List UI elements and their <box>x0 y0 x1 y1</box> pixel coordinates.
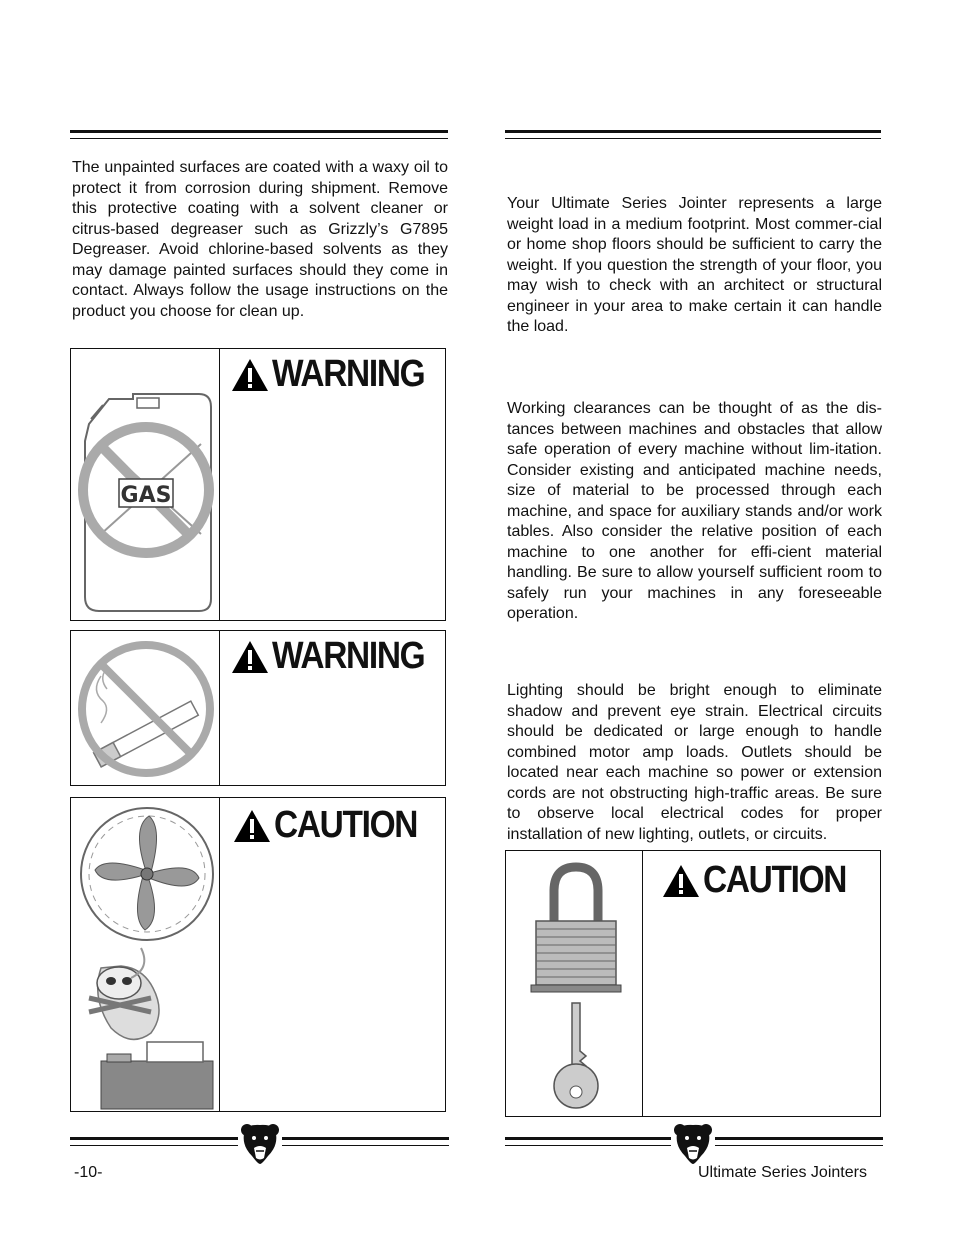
page-number: -10- <box>74 1164 103 1181</box>
fan-fumes-image <box>71 798 220 1111</box>
left-footer-rule-right-thin <box>282 1145 449 1146</box>
lock-key-image <box>506 851 643 1116</box>
warning-signal-1 <box>230 353 445 396</box>
left-footer-rule-right <box>282 1137 449 1140</box>
gas-warning-box <box>70 348 446 621</box>
bear-logo-icon <box>240 1122 280 1166</box>
warning-triangle-icon <box>230 639 270 675</box>
padlock-and-key-icon <box>506 851 641 1115</box>
no-smoking-image <box>71 631 220 785</box>
warning-word-1: WARNING <box>272 353 425 395</box>
warning-word-2: WARNING <box>272 635 425 677</box>
right-footer-rule-right <box>715 1137 883 1140</box>
ventilation-caution-box <box>70 797 446 1112</box>
no-smoking-icon <box>71 631 218 783</box>
caution-word-2: CAUTION <box>703 859 847 901</box>
caution-signal-2 <box>661 859 866 902</box>
left-header-rule <box>70 130 448 133</box>
lighting-outlets-paragraph: Lighting should be bright enough to eliminate shadow and prevent eye strain. Electrical circuits should be dedicated or large enough to handle combined motor amp loads. Outlets should be located near each machine so power or extension cords are not obstructing high-traffic areas. Be sure to observe local electrical codes for proper installation of new lighting, outlets, or circuits. <box>507 682 882 843</box>
gas-label: GAS <box>120 483 172 508</box>
caution-triangle-icon <box>661 863 701 899</box>
caution-word-1: CAUTION <box>274 804 418 846</box>
warning-triangle-icon <box>230 357 270 393</box>
right-header-rule <box>505 130 881 133</box>
right-footer-rule-right-thin <box>715 1145 883 1146</box>
smoking-warning-box <box>70 630 446 786</box>
bear-logo-icon <box>673 1122 713 1166</box>
lock-caution-box <box>505 850 881 1117</box>
working-clearances-paragraph: Working clearances can be thought of as the dis-tances between machines and obstacles that allow safe operation of every machine without lim-itation. Consider existing and anticipated machine needs, size of material to be processed through each machine, and space for auxiliary stands and/or work tables. Also consider the relative position of each machine to one another for effi-cient material handling. Be sure to allow yourself sufficient room to safely run your machines in any foreseeable operation. <box>507 400 882 622</box>
floor-load-paragraph: Your Ultimate Series Jointer represents a large weight load in a medium footprint. Most commer-cial or home shop floors should be sufficient to carry the weight. If you question the strength of your floor, you may wish to check with an architect or structural engineer in your area to make certain it can handle the load. <box>507 195 882 335</box>
right-footer-rule-left-thin <box>505 1145 671 1146</box>
manual-title: Ultimate Series Jointers <box>698 1164 867 1181</box>
gas-can-image <box>71 349 220 620</box>
left-footer-rule-left-thin <box>70 1145 238 1146</box>
right-footer-rule-left <box>505 1137 671 1140</box>
left-footer-rule-left <box>70 1137 238 1140</box>
no-gas-can-icon <box>71 349 218 619</box>
caution-signal-1 <box>232 804 437 847</box>
fan-and-fumes-icon <box>71 798 218 1110</box>
caution-triangle-icon <box>232 808 272 844</box>
cleanup-paragraph: The unpainted surfaces are coated with a waxy oil to protect it from corrosion during shipment. Remove this protective coating with a solvent cleaner or citrus-based degreaser such as Grizzly’s G7895 Degreaser. Avoid chlorine-based solvents as they may damage painted surfaces should they come in contact. Always follow the usage instructions on the product you choose for clean up. <box>72 159 448 320</box>
left-header-rule-thin <box>70 138 448 139</box>
warning-signal-2 <box>230 635 445 678</box>
right-header-rule-thin <box>505 138 881 139</box>
